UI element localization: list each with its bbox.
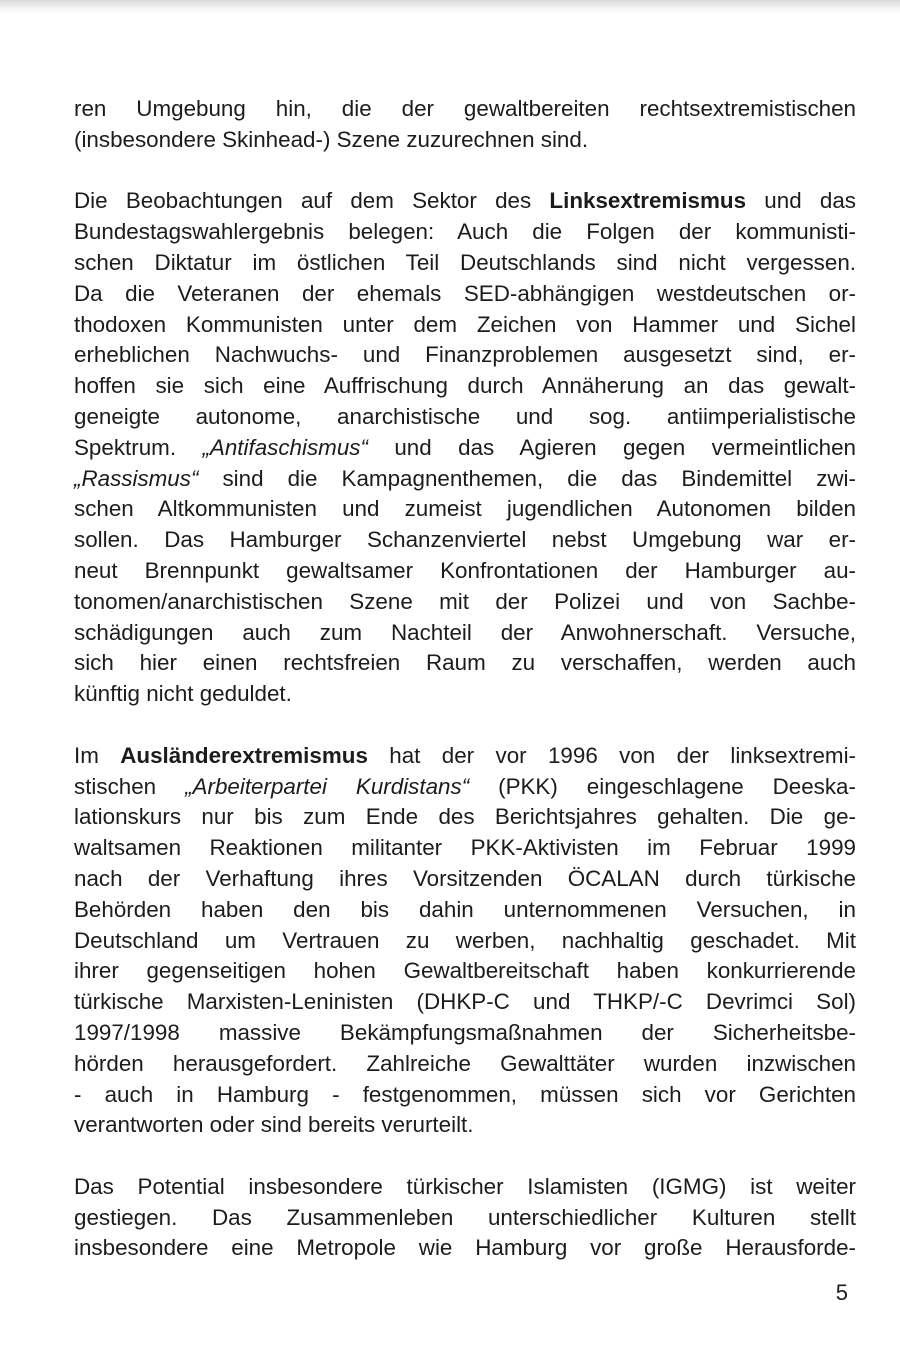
text-line: gestiegen. Das Zusammenleben unterschiedlicher Kulturen stellt: [74, 1204, 856, 1230]
text-line: schen Diktatur im östlichen Teil Deutschlands sind nicht vergessen.: [74, 249, 856, 275]
text-line: lationskurs nur bis zum Ende des Berichtsjahres gehalten. Die ge-: [74, 804, 856, 830]
text-line: nach der Verhaftung ihres Vorsitzenden ÖCALAN durch türkische: [74, 865, 856, 891]
paragraph: [74, 186, 856, 710]
text-line: tonomen/anarchistischen Szene mit der Polizei und von Sachbe-: [74, 588, 856, 614]
text-line: thodoxen Kommunisten unter dem Zeichen von Hammer und Sichel: [74, 311, 856, 337]
scan-edge: [0, 0, 900, 14]
text-line: türkische Marxisten-Leninisten (DHKP-C und THKP/-C Devrimci Sol): [74, 989, 856, 1015]
text-line: insbesondere eine Metropole wie Hamburg vor große Herausforde-: [74, 1235, 856, 1261]
text-line: Bundestagswahlergebnis belegen: Auch die Folgen der kommunisti-: [74, 219, 856, 245]
document-body: [74, 94, 856, 1295]
text-line: hörden herausgefordert. Zahlreiche Gewalttäter wurden inzwischen: [74, 1050, 856, 1076]
paragraph: [74, 1172, 856, 1264]
paragraph: [74, 94, 856, 156]
text-line: Die Beobachtungen auf dem Sektor des Linksextremismus und das: [74, 188, 857, 214]
text-line: Behörden haben den bis dahin unternommenen Versuchen, in: [74, 896, 856, 922]
text-line: geneigte autonome, anarchistische und sog. antiimperialistische: [74, 403, 856, 429]
text-line: 1997/1998 massive Bekämpfungsmaßnahmen der Sicherheitsbe-: [74, 1019, 856, 1045]
text-line: (insbesondere Skinhead-) Szene zuzurechnen sind.: [74, 126, 589, 152]
text-line: Deutschland um Vertrauen zu werben, nachhaltig geschadet. Mit: [74, 927, 856, 953]
text-line: schen Altkommunisten und zumeist jugendlichen Autonomen bilden: [74, 496, 856, 522]
text-line: Das Potential insbesondere türkischer Islamisten (IGMG) ist weiter: [74, 1173, 856, 1199]
text-line: schädigungen auch zum Nachteil der Anwohnerschaft. Versuche,: [74, 619, 856, 645]
text-line: ren Umgebung hin, die der gewaltbereiten rechtsextremistischen: [74, 96, 856, 121]
text-line: verantworten oder sind bereits verurteilt.: [74, 1112, 474, 1138]
paragraph: [74, 741, 856, 1141]
page-number: 5: [835, 1280, 848, 1305]
text-line: - auch in Hamburg - festgenommen, müssen sich vor Gerichten: [74, 1081, 856, 1107]
text-line: „Rassismus“ sind die Kampagnenthemen, die das Bindemittel zwi-: [74, 465, 856, 491]
text-line: Da die Veteranen der ehemals SED-abhängigen westdeutschen or-: [74, 280, 856, 306]
text-line: hoffen sie sich eine Auffrischung durch Annäherung an das gewalt-: [74, 373, 856, 399]
text-line: Im Ausländerextremismus hat der vor 1996 von der linksextremi-: [74, 742, 857, 768]
text-line: neut Brennpunkt gewaltsamer Konfrontationen der Hamburger au-: [74, 557, 856, 583]
text-line: ihrer gegenseitigen hohen Gewaltbereitschaft haben konkurrierende: [74, 958, 856, 984]
text-line: sich hier einen rechtsfreien Raum zu verschaffen, werden auch: [74, 650, 856, 676]
text-line: stischen „Arbeiterpartei Kurdistans“ (PKK) eingeschlagene Deeska-: [74, 773, 856, 799]
text-line: künftig nicht geduldet.: [74, 681, 292, 707]
text-line: sollen. Das Hamburger Schanzenviertel nebst Umgebung war er-: [74, 527, 856, 553]
text-line: Spektrum. „Antifaschismus“ und das Agieren gegen vermeintlichen: [74, 434, 856, 460]
text-line: waltsamen Reaktionen militanter PKK-Aktivisten im Februar 1999: [74, 835, 856, 861]
text-line: erheblichen Nachwuchs- und Finanzproblemen ausgesetzt sind, er-: [74, 342, 856, 368]
